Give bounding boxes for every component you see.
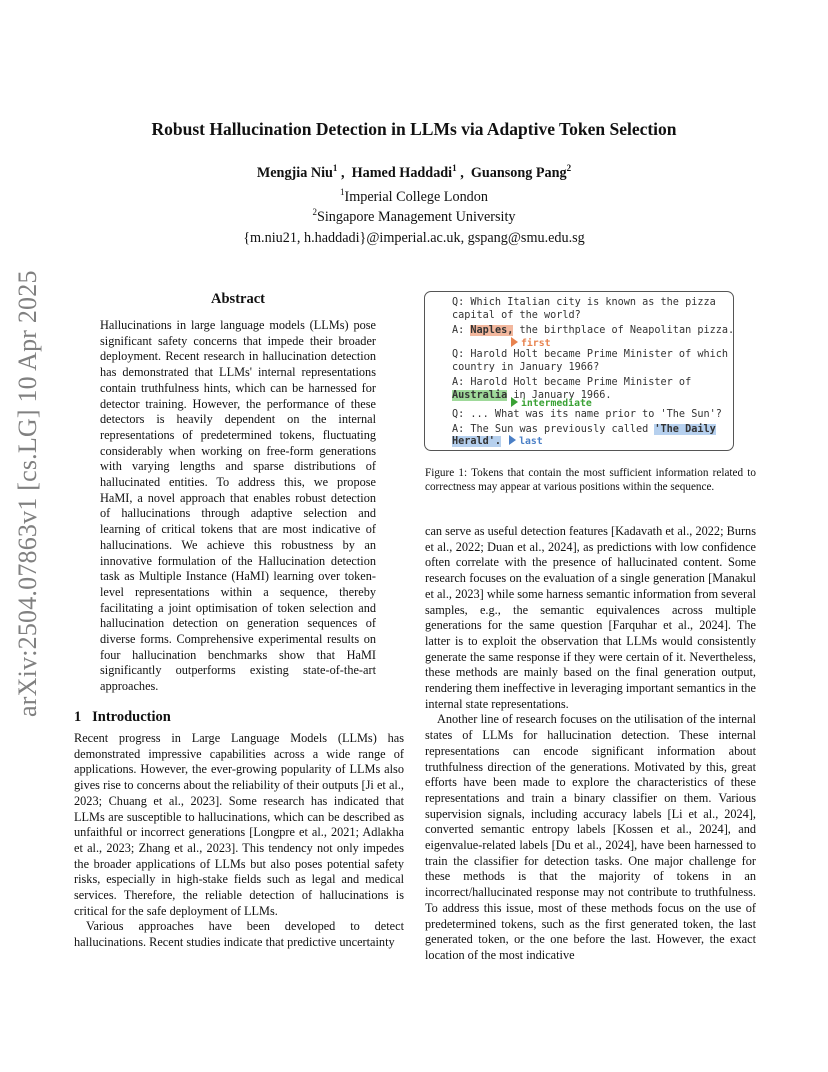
abstract-paragraph: Hallucinations in large language models (LLMs) pose significant safety concerns that impede their broader deployment. Recent research in hallucination detection has demonstrated that LLMs' internal representations contain truthfulness hints, which can be harnessed for detector training. However, the performance of these detectors is heavily dependent on the internal representations of predetermined tokens, fluctuating considerably when working on free-form generations with varying lengths and sparse distributions of hallucinated entities. To address this, we propose HaMI, a novel approach that enables robust detection of hallucinations through adaptive selection and learning of critical tokens that are most indicative of hallucinations. We achieve this robustness by an innovative formulation of the Hallucination detection task as Multiple Instance (HaMI) learning over token-level representations within a sequence, thereby facilitating a joint optimisation of token selection and hallucination detection on generation sequences of diverse forms. Comprehensive experimental results on four hallucination benchmarks show that HaMI significantly outperforms existing state-of-the-art approaches. — [100, 318, 376, 694]
figure-1-caption: Figure 1: Tokens that contain the most sufficient information related to correctness may appear at various positions within the sequence. — [425, 467, 756, 493]
figure-1-box — [424, 291, 734, 451]
answer-text: in January 1966. — [507, 390, 612, 401]
affiliation-mark: 2 — [312, 207, 317, 217]
answer-text: the birthplace of Neapolitan pizza. — [513, 325, 735, 336]
figure-question-2-cont: country in January 1966? — [452, 362, 600, 373]
author-name: Mengjia Niu — [256, 165, 333, 181]
answer-prefix: A: The Sun was previously called — [452, 424, 655, 435]
arxiv-watermark: arXiv:2504.07863v1 [cs.LG] 10 Apr 2025 — [13, 270, 42, 717]
right-column-body — [425, 524, 756, 964]
figure-answer-2: A: Harold Holt became Prime Minister of — [452, 377, 692, 388]
author-name: Hamed Haddadi — [351, 165, 453, 181]
arrow-right-icon — [511, 397, 518, 407]
section-number: 1 — [74, 709, 82, 725]
paragraph: can serve as useful detection features [Kadavath et al., 2022; Burns et al., 2022; Duan et al., 2024], as predictions with low confidence often correlate with the presence of hallucinated content. Some research focuses on the evaluation of a single generation [Manakul et al., 2023] while some harness semantic information from several samples, e.g., the semantic equivalences across multiple generations for the same question [Farquhar et al., 2024]. The latter is to exploit the observation that LLMs would consistently generate the same response if they were certain of it. Nevertheless, these methods are mainly based on the final generation output, rendering them ineffective in leveraging important semantics in the internal state representations. — [425, 524, 756, 711]
arrow-right-icon — [509, 435, 516, 445]
tag-last — [509, 436, 543, 447]
abstract-heading: Abstract — [211, 291, 265, 307]
figure-question-2: Q: Harold Holt became Prime Minister of which — [452, 349, 729, 360]
paragraph: Various approaches have been developed to detect hallucinations. Recent studies indicate that predictive uncertainty — [74, 919, 404, 950]
paper-title: Robust Hallucination Detection in LLMs via Adaptive Token Selection — [151, 119, 677, 139]
author-affiliation-mark: 1 — [332, 163, 338, 173]
author-emails: {m.niu21, h.haddadi}@imperial.ac.uk, gspang@smu.edu.sg — [243, 230, 585, 246]
affiliation-name: Singapore Management University — [316, 209, 516, 225]
tag-label: last — [519, 436, 543, 447]
introduction-body — [74, 731, 404, 951]
highlighted-token-intermediate: Australia — [452, 390, 508, 401]
section-title: Introduction — [92, 709, 171, 725]
author-affiliation-mark: 1 — [452, 163, 457, 173]
arrow-right-icon — [511, 337, 518, 347]
figure-question-1-cont: capital of the world? — [452, 310, 581, 321]
figure-question-1: Q: Which Italian city is known as the pizza — [452, 297, 716, 308]
affiliation-mark: 1 — [340, 187, 345, 197]
paragraph: Another line of research focuses on the utilisation of the internal states of LLMs for hallucination detection. These internal representations can encode significant information about truthfulness direction of the generations. Motivated by this, great efforts have been made to explore the characteristics of these representations and train a binary classifier on them. Various supervision signals, including accuracy labels [Li et al., 2024], converted semantic entropy labels [Kossen et al., 2024], and eigenvalue-related labels [Du et al., 2024], have been harnessed to train the classifier for detection tasks. One major challenge for these methods is that the majority of tokens in an incorrect/hallucinated response may not contribute to truthfulness. To address this issue, most of these methods focus on the use of predetermined tokens, such as the first generated token, the last generated token, or the one before the last. However, the exact location of the most indicative — [425, 712, 756, 962]
author-list: Mengjia Niu$^1$ , Hamed Haddadi$^1$ , Guansong Pang$^2$ — [256, 163, 572, 181]
figure-answer-1 — [452, 324, 734, 337]
highlighted-token-last: 'The Daily — [654, 424, 716, 435]
answer-prefix: A: — [452, 325, 471, 336]
affiliation-1 — [60, 189, 768, 206]
author-affiliation-mark: 2 — [566, 163, 572, 173]
highlighted-token-first: Naples, — [470, 325, 514, 336]
figure-question-3: Q: ... What was its name prior to 'The Sun'? — [452, 409, 722, 420]
highlighted-token-last-cont: Herald'. — [452, 436, 502, 447]
tag-label: intermediate — [521, 398, 592, 409]
abstract-body — [100, 318, 376, 695]
author-name: Guansong Pang — [470, 165, 567, 181]
affiliation-2 — [60, 209, 768, 226]
affiliation-name: Imperial College London — [344, 189, 488, 205]
tag-label: first — [521, 338, 551, 349]
figure-answer-3-cont — [452, 435, 543, 448]
paragraph: Recent progress in Large Language Models (LLMs) has demonstrated impressive capabilities across a wide range of applications. However, the ever-growing popularity of LLMs also gives rise to concerns about the reliability of their outputs [Ji et al., 2023; Chuang et al., 2023]. Some research has indicated that LLMs are susceptible to hallucinations, which can be described as unfaithful or incorrect generations [Longpre et al., 2021; Adlakha et al., 2023; Zhang et al., 2023]. This tendency not only impedes the broader applications of LLMs but also poses potential safety risks, especially in high-stake fields such as legal and medical services. Therefore, the reliable detection of hallucinations is critical for the safe deployment of LLMs. — [74, 731, 404, 918]
section-heading-introduction — [74, 709, 171, 726]
